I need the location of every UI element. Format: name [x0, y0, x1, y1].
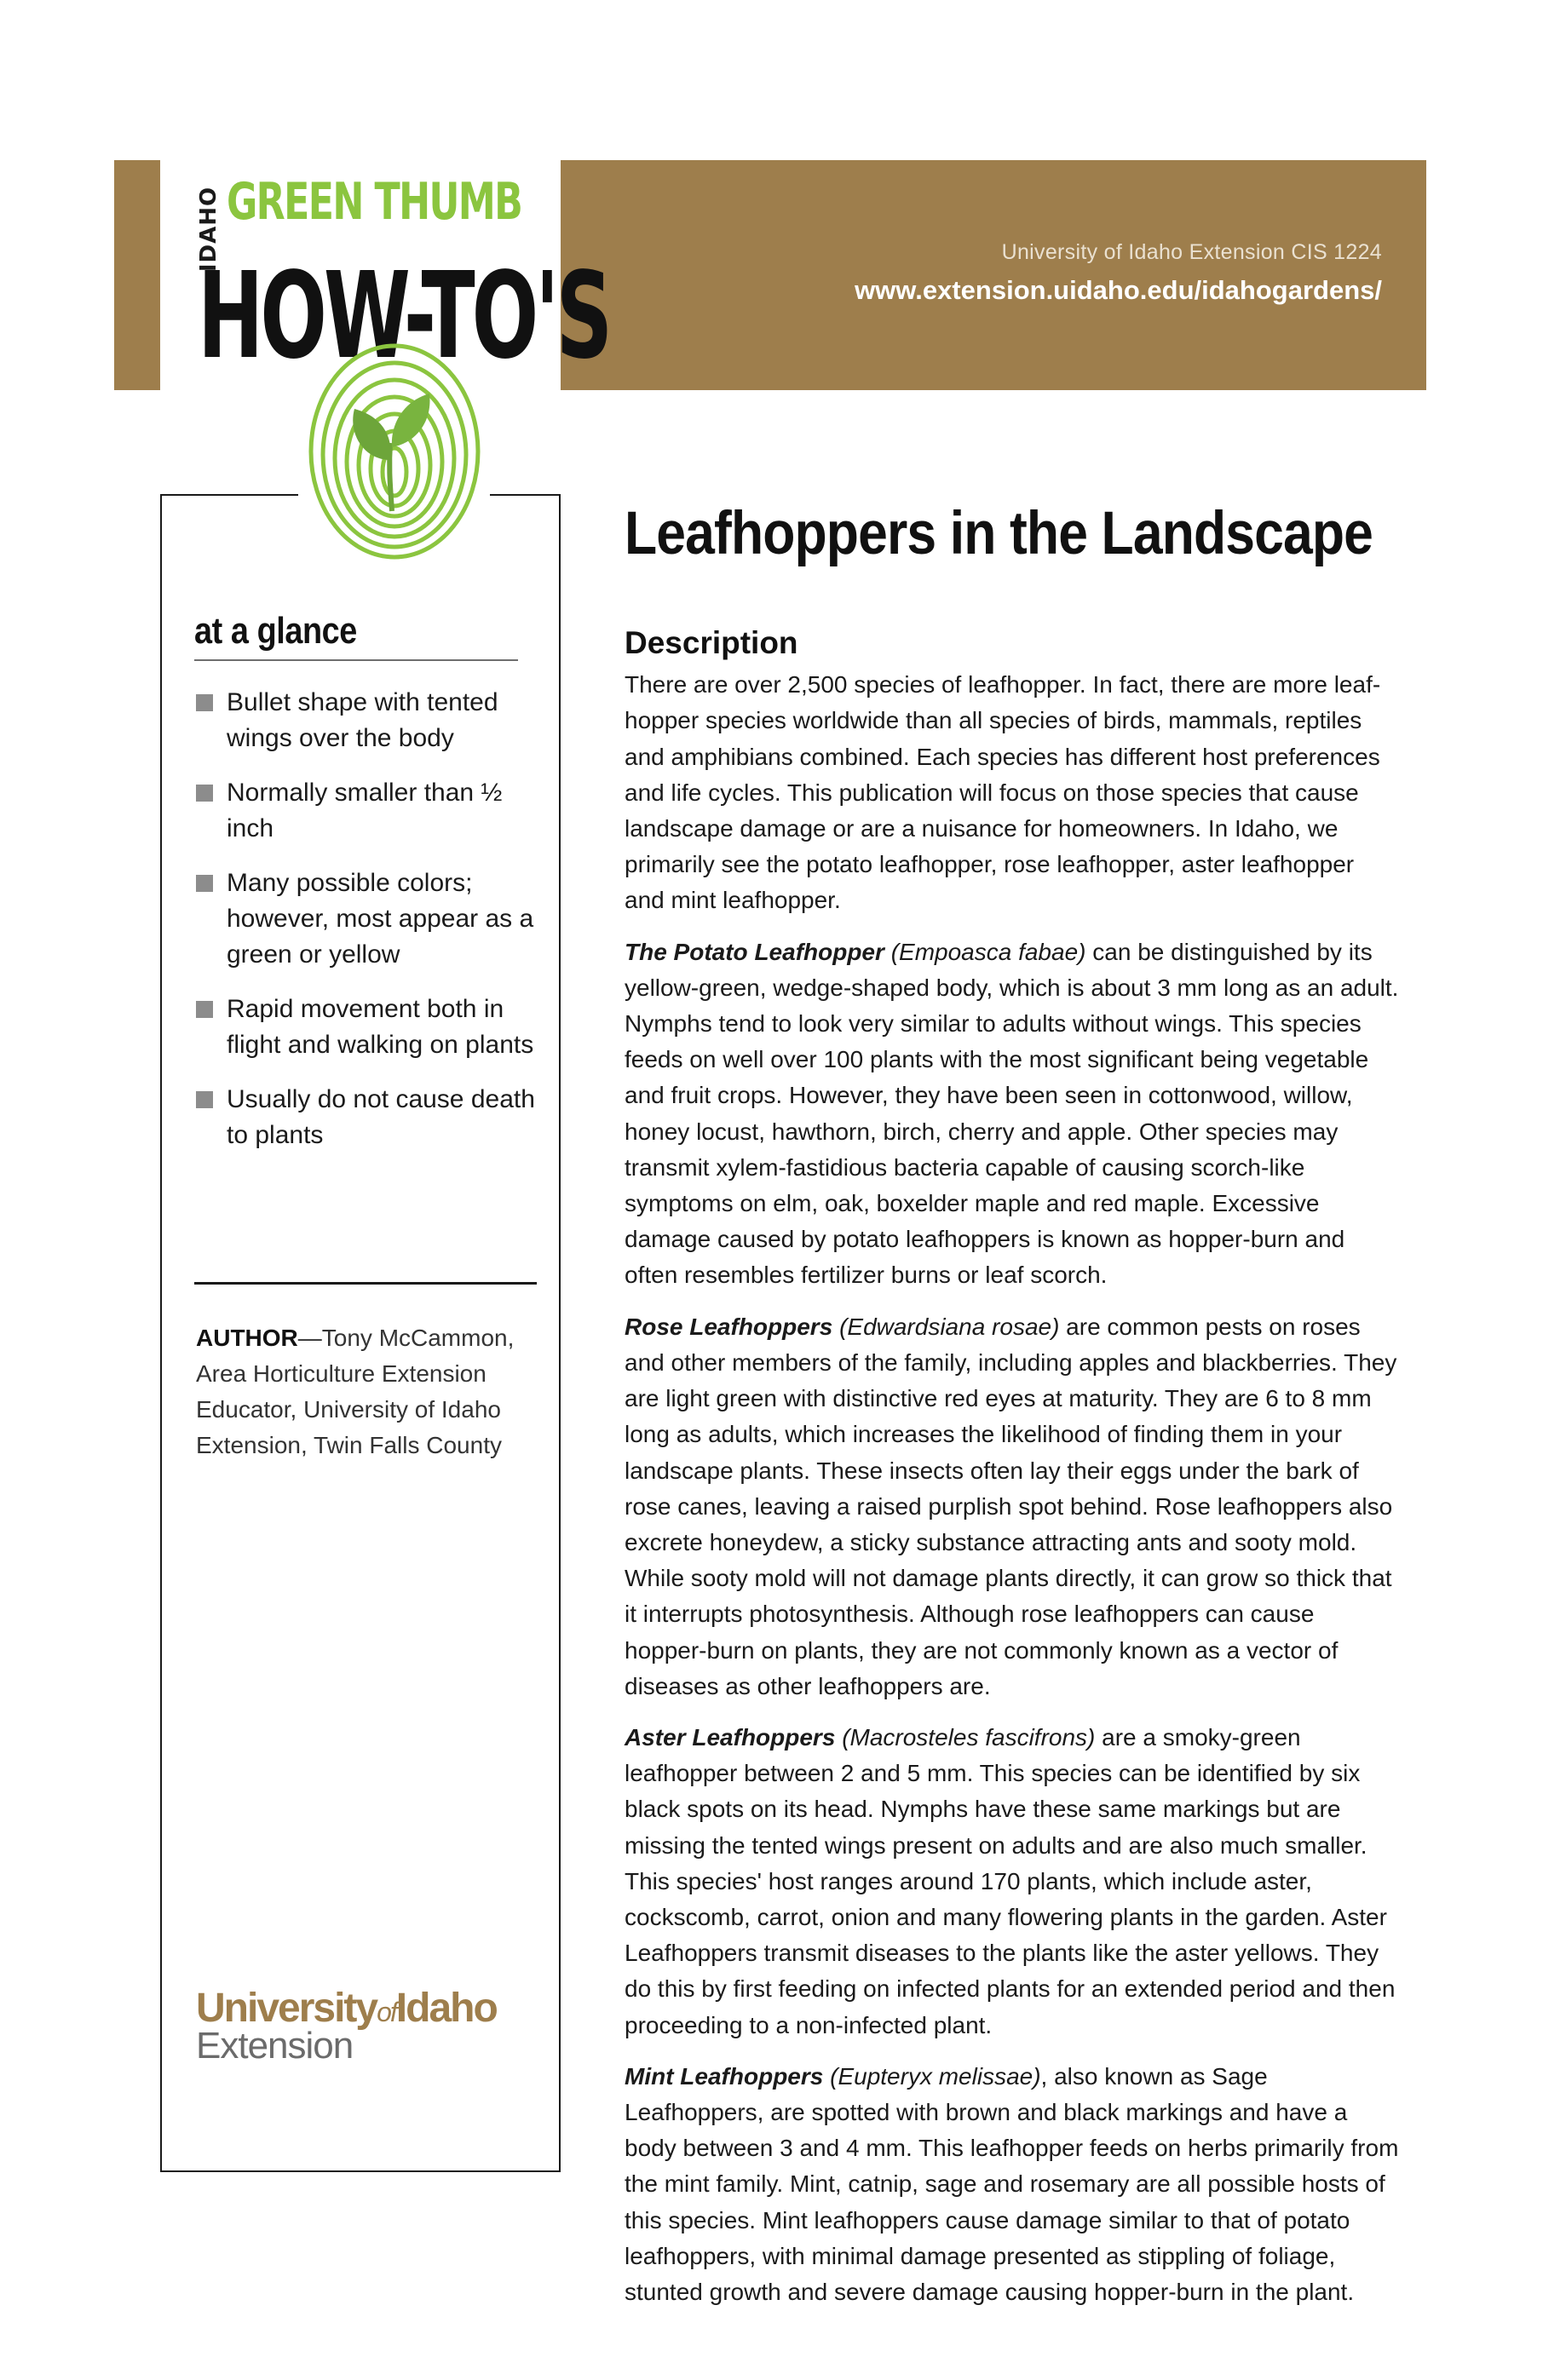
scientific-name: (Edwardsiana rosae)	[839, 1313, 1060, 1340]
author-divider	[194, 1282, 537, 1285]
publication-number: University of Idaho Extension CIS 1224	[1001, 240, 1382, 264]
page-title: Leafhoppers in the Landscape	[625, 500, 1373, 567]
author-label: AUTHOR	[196, 1325, 298, 1351]
square-bullet-icon	[196, 875, 213, 892]
square-bullet-icon	[196, 694, 213, 711]
list-item: Bullet shape with tented wings over the body	[194, 685, 535, 756]
list-item: Normally smaller than ½ inch	[194, 775, 535, 847]
heading-divider	[194, 659, 518, 661]
species-name: Rose Leafhoppers	[625, 1313, 833, 1340]
species-paragraph-aster	[625, 1720, 1400, 2044]
species-name: Aster Leafhoppers	[625, 1723, 836, 1751]
sidebar-top-border	[160, 494, 298, 496]
header-left-bar	[114, 160, 160, 390]
square-bullet-icon	[196, 1001, 213, 1018]
logo-green-thumb-text: GREEN THUMB	[227, 172, 522, 232]
sidebar-top-border	[490, 494, 561, 496]
species-text: , also known as Sage Leafhoppers, are spotted with brown and black markings and have a body between 3 and 4 mm. This leafhopper feeds on herbs primarily from the mint family. Mint, catnip, sage and rosemary are all possible hosts of this species. Mint leafhoppers cause damage similar to that of potato leafhoppers, with minimal damage presented as stippling of foliage, stunted growth and severe damage causing hopper-burn in the plant.	[625, 2062, 1399, 2305]
square-bullet-icon	[196, 785, 213, 802]
list-item: Usually do not cause death to plants	[194, 1082, 535, 1153]
species-text: can be distinguished by its yellow-green, wedge-shaped body, which is about 3 mm long as an adult. Nymphs tend to look very similar to adults without wings. This species feeds on well over 100 plants with the most significant being vegetable and fruit crops. However, they have been seen in cottonwood, willow, honey locust, hawthorn, birch, cherry and apple. Other species may transmit xylem-fastidious bacteria capable of causing scorch-like symptoms on elm, oak, boxelder maple and red maple. Excessive damage caused by potato leafhoppers is known as hopper-burn and often resembles fertilizer burns or leaf scorch.	[625, 938, 1399, 1289]
species-paragraph-mint	[625, 2059, 1400, 2310]
university-of-idaho-extension-logo: UniversityofIdaho Extension	[196, 1986, 497, 2067]
square-bullet-icon	[196, 1091, 213, 1108]
website-link[interactable]: www.extension.uidaho.edu/idahogardens/	[855, 275, 1382, 305]
at-a-glance-heading: at a glance	[194, 610, 357, 652]
species-name: The Potato Leafhopper	[625, 938, 884, 965]
species-name: Mint Leafhoppers	[625, 2062, 824, 2090]
species-text: are common pests on roses and other members of the family, including apples and blackberries. They are light green with distinctive red eyes at maturity. They are 6 to 8 mm long as adults, which increases the likelihood of finding them in your landscape plants. These insects often lay their eggs under the bark of rose canes, leaving a raised purplish spot behind. Rose leafhoppers also excrete honeydew, a sticky substance attracting ants and sooty mold. While sooty mold will not damage plants directly, it can grow so thick that it interrupts photosynthesis. Although rose leafhoppers can cause hopper-burn on plants, they are not commonly known as a vector of diseases as other leafhoppers are.	[625, 1313, 1397, 1699]
species-text: are a smoky-green leafhopper between 2 and 5 mm. This species can be identified by six black spots on its head. Nymphs have these same markings but are missing the tented wings present on adults and are also much smaller. This species' host ranges around 170 plants, which include aster, cockscomb, carrot, onion and many flowering plants in the garden. Aster Leafhoppers transmit diseases to the plants like the aster yellows. They do this by first feeding on infected plants for an extended period and then proceeding to a non-infected plant.	[625, 1723, 1396, 2038]
logo-how-tos-text: HOW-TO'S	[198, 247, 610, 386]
scientific-name: (Macrosteles fascifrons)	[842, 1723, 1096, 1751]
main-content	[625, 500, 1400, 2325]
header-band	[561, 160, 1426, 390]
species-paragraph-potato	[625, 934, 1400, 1294]
list-item: Rapid movement both in flight and walking on plants	[194, 992, 535, 1063]
scientific-name: (Empoasca fabae)	[890, 938, 1086, 965]
section-heading-description: Description	[625, 624, 798, 660]
author-credit	[196, 1320, 537, 1463]
at-a-glance-list	[194, 685, 535, 1172]
author-text: —Tony McCammon, Area Horticulture Extension Educator, University of Idaho Extension, Twin Falls County	[196, 1325, 515, 1458]
species-paragraph-rose	[625, 1309, 1400, 1705]
header-info	[855, 240, 1382, 306]
logo-idaho-text: IDAHO	[196, 186, 222, 273]
list-item: Many possible colors; however, most appear as a green or yellow	[194, 865, 535, 973]
intro-paragraph: There are over 2,500 species of leafhopper. In fact, there are more leafhopper species worldwide than all species of birds, mammals, reptiles and amphibians combined. Each species has different host preferences and life cycles. This publication will focus on those species that cause landscape damage or are a nuisance for homeowners. In Idaho, we primarily see the potato leafhopper, rose leafhopper, aster leafhopper and mint leafhopper.	[625, 671, 1381, 914]
scientific-name: (Eupteryx melissae)	[830, 2062, 1041, 2090]
